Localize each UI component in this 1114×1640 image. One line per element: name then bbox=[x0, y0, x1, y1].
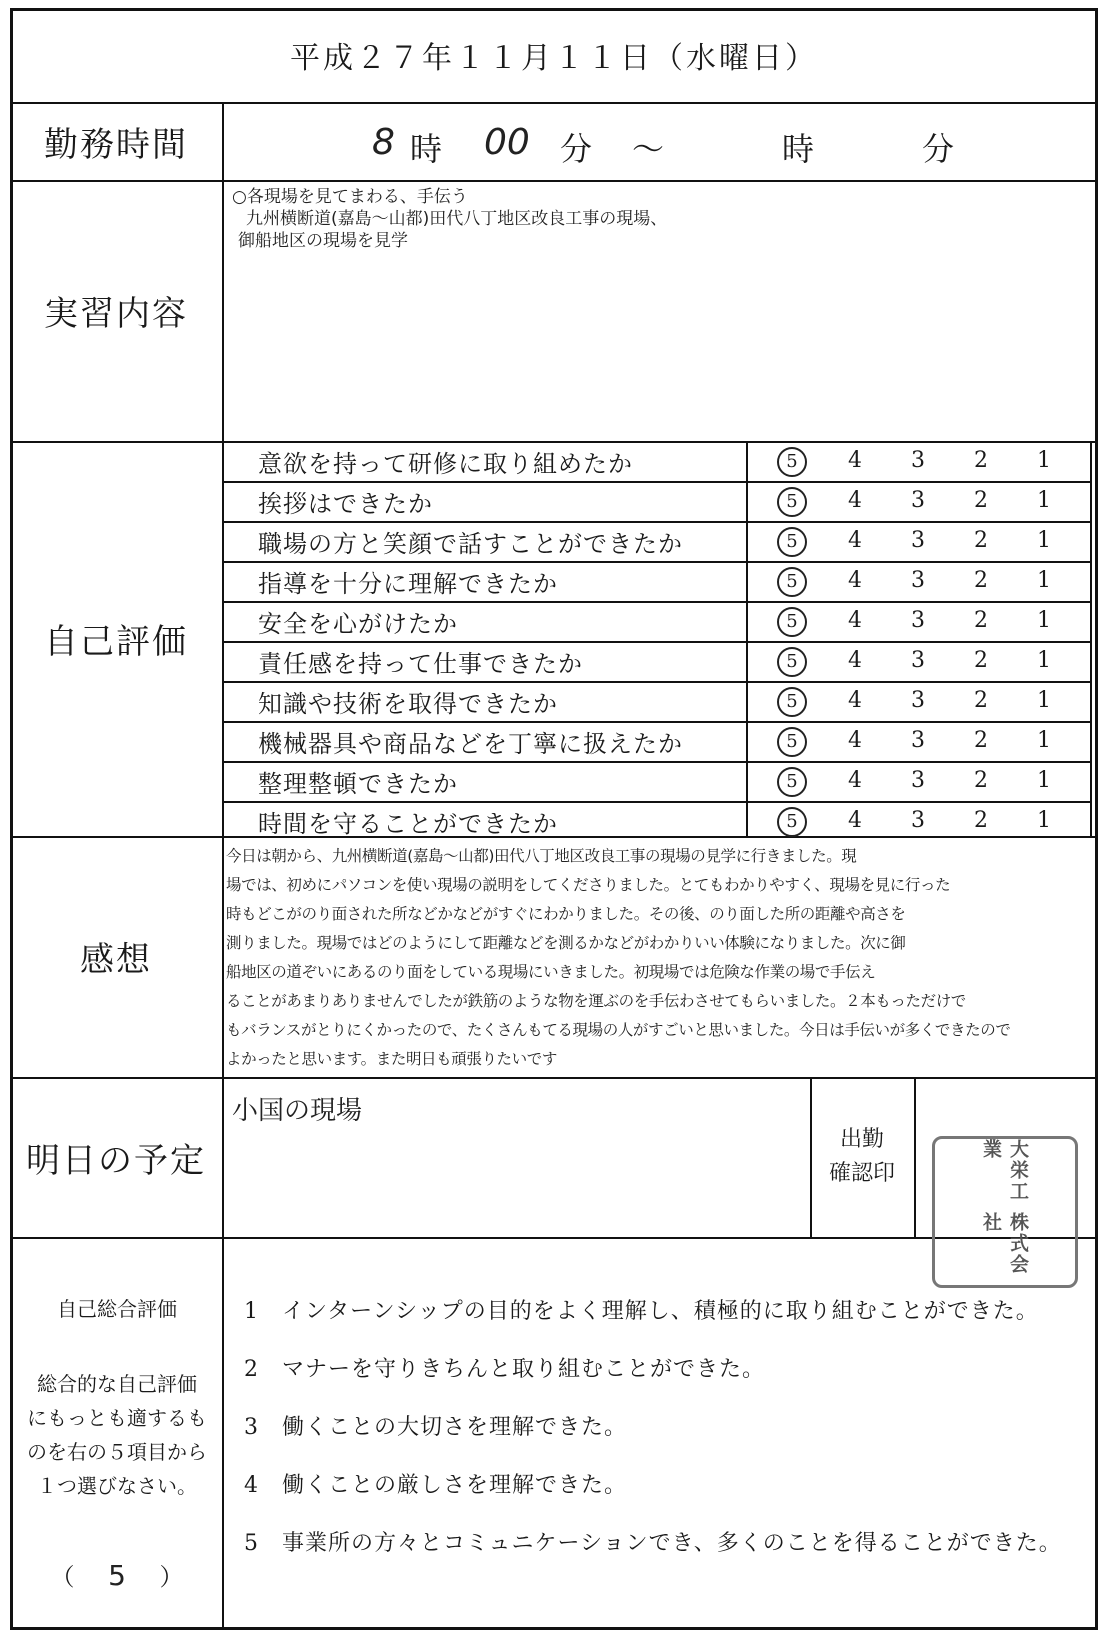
score-option-selected[interactable] bbox=[772, 527, 812, 557]
score-option[interactable]: 4 bbox=[848, 688, 862, 713]
score-option[interactable]: 1 bbox=[1037, 488, 1051, 513]
score-option-selected[interactable] bbox=[772, 807, 812, 837]
impression-line: 場では、初めにパソコンを使い現場の説明をしてくださりました。とてもわかりやすく、現場を見に行った bbox=[226, 876, 951, 894]
impression-line: 時もどこがのり面された所などかなどがすぐにわかりました。その後、のり面した所の距離や高さを bbox=[226, 905, 906, 923]
score-option[interactable]: 3 bbox=[911, 528, 925, 553]
self-eval-question: 時間を守ることができたか bbox=[258, 809, 558, 838]
end-minute-unit: 分 bbox=[922, 130, 955, 168]
training-line: 九州横断道(嘉島～山都)田代八丁地区改良工事の現場、 bbox=[246, 209, 668, 229]
self-eval-label: 自己評価 bbox=[44, 622, 188, 662]
score-option[interactable]: 3 bbox=[911, 568, 925, 593]
training-label: 実習内容 bbox=[44, 294, 188, 334]
seal-text: 大栄工業 bbox=[980, 1139, 1029, 1202]
impressions-label: 感想 bbox=[80, 940, 152, 980]
overall-answer bbox=[12, 1557, 222, 1592]
tomorrow-label: 明日の予定 bbox=[26, 1140, 206, 1181]
instruction-line: １つ選びなさい。 bbox=[37, 1474, 197, 1498]
overall-option: 3 働くことの大切さを理解できた。 bbox=[244, 1415, 627, 1440]
start-hour: 8 bbox=[372, 122, 395, 163]
self-eval-question: 挨拶はできたか bbox=[258, 489, 433, 518]
attendance-label-line1: 出勤 bbox=[839, 1127, 884, 1152]
score-option[interactable]: 4 bbox=[848, 568, 862, 593]
company-seal bbox=[932, 1136, 1078, 1288]
overall-instructions bbox=[12, 1367, 222, 1503]
score-option[interactable]: 2 bbox=[974, 608, 988, 633]
score-option[interactable]: 3 bbox=[911, 768, 925, 793]
score-option[interactable]: 2 bbox=[974, 488, 988, 513]
score-option[interactable]: 4 bbox=[848, 648, 862, 673]
score-option[interactable]: 3 bbox=[911, 488, 925, 513]
score-option[interactable]: 2 bbox=[974, 768, 988, 793]
score-option[interactable]: 1 bbox=[1037, 528, 1051, 553]
score-option[interactable]: 2 bbox=[974, 728, 988, 753]
divider bbox=[746, 441, 748, 836]
time-separator: ～ bbox=[632, 130, 665, 168]
report-date: 平成２７年１１月１１日（水曜日） bbox=[290, 41, 818, 76]
tomorrow-plan: 小国の現場 bbox=[232, 1096, 363, 1126]
impression-line: 今日は朝から、九州横断道(嘉島～山都)田代八丁地区改良工事の現場の見学に行きました。現 bbox=[226, 847, 857, 865]
self-eval-question: 責任感を持って仕事できたか bbox=[258, 649, 583, 678]
self-eval-question: 指導を十分に理解できたか bbox=[258, 569, 558, 598]
score-circle: 5 bbox=[777, 647, 807, 677]
training-content bbox=[232, 186, 1082, 252]
instruction-line: にもっとも適するも bbox=[27, 1406, 207, 1430]
score-circle: 5 bbox=[777, 527, 807, 557]
attendance-label bbox=[810, 1077, 914, 1237]
score-circle: 5 bbox=[777, 567, 807, 597]
score-option[interactable]: 3 bbox=[911, 688, 925, 713]
answer-paren-close: ） bbox=[159, 1563, 184, 1591]
work-hours-row bbox=[222, 102, 1098, 180]
attendance-label-line2: 確認印 bbox=[828, 1161, 895, 1186]
answer-paren-open: （ bbox=[50, 1563, 75, 1591]
self-eval-question: 職場の方と笑顔で話すことができたか bbox=[258, 529, 683, 558]
divider bbox=[222, 102, 224, 1628]
overall-option: 5 事業所の方々とコミュニケーションでき、多くのことを得ることができた。 bbox=[244, 1531, 1062, 1556]
score-option[interactable]: 1 bbox=[1037, 768, 1051, 793]
score-option[interactable]: 4 bbox=[848, 808, 862, 833]
score-circle: 5 bbox=[777, 487, 807, 517]
impressions-content bbox=[226, 842, 1088, 1074]
divider bbox=[1090, 441, 1092, 836]
impression-line: よかったと思います。また明日も頑張りたいです bbox=[226, 1050, 557, 1068]
impression-line: もバランスがとりにくかったので、たくさんもてる現場の人がすごいと思いました。今日は手伝いが多くできたので bbox=[226, 1021, 1011, 1039]
score-option[interactable]: 1 bbox=[1037, 608, 1051, 633]
overall-answer-value: 5 bbox=[108, 1559, 126, 1592]
overall-label-block bbox=[12, 1237, 222, 1627]
impression-line: 船地区の道ぞいにあるのり面をしている現場にいきました。初現場では危険な作業の場で手伝え bbox=[226, 963, 876, 981]
score-option[interactable]: 1 bbox=[1037, 648, 1051, 673]
self-eval-question: 安全を心がけたか bbox=[258, 609, 458, 638]
score-option-selected[interactable] bbox=[772, 567, 812, 597]
training-line: ○各現場を見てまわる、手伝う bbox=[232, 187, 468, 207]
instruction-line: のを右の５項目から bbox=[27, 1440, 207, 1464]
self-eval-question: 意欲を持って研修に取り組めたか bbox=[258, 449, 633, 478]
self-eval-question: 整理整頓できたか bbox=[258, 769, 458, 798]
score-option[interactable]: 1 bbox=[1037, 728, 1051, 753]
overall-option: 1 インターンシップの目的をよく理解し、積極的に取り組むことができた。 bbox=[244, 1299, 1039, 1324]
score-option[interactable]: 4 bbox=[848, 448, 862, 473]
score-option[interactable]: 2 bbox=[974, 528, 988, 553]
score-option[interactable]: 2 bbox=[974, 808, 988, 833]
minute-unit: 分 bbox=[560, 130, 593, 168]
training-line: 御船地区の現場を見学 bbox=[238, 231, 408, 251]
score-option[interactable]: 3 bbox=[911, 728, 925, 753]
work-hours-label: 勤務時間 bbox=[44, 124, 188, 165]
score-circle: 5 bbox=[777, 687, 807, 717]
score-option[interactable]: 1 bbox=[1037, 448, 1051, 473]
impression-line: 測りました。現場ではどのようにして距離などを測るかなどがわかりいい体験になりました。次に御 bbox=[226, 934, 906, 952]
score-option[interactable]: 4 bbox=[848, 728, 862, 753]
score-option-selected[interactable] bbox=[772, 647, 812, 677]
score-option-selected[interactable] bbox=[772, 727, 812, 757]
score-option[interactable]: 1 bbox=[1037, 688, 1051, 713]
score-option-selected[interactable] bbox=[772, 447, 812, 477]
self-eval-question: 知識や技術を取得できたか bbox=[258, 689, 558, 718]
score-option[interactable]: 2 bbox=[974, 648, 988, 673]
score-option[interactable]: 2 bbox=[974, 448, 988, 473]
self-eval-question: 機械器具や商品などを丁寧に扱えたか bbox=[258, 729, 683, 758]
overall-label: 自己総合評価 bbox=[57, 1297, 177, 1321]
score-circle: 5 bbox=[777, 767, 807, 797]
score-option[interactable]: 1 bbox=[1037, 808, 1051, 833]
hour-unit: 時 bbox=[410, 130, 443, 168]
divider bbox=[914, 1077, 916, 1237]
score-circle: 5 bbox=[777, 447, 807, 477]
score-option[interactable]: 3 bbox=[911, 648, 925, 673]
score-option[interactable]: 1 bbox=[1037, 568, 1051, 593]
overall-option: 2 マナーを守りきちんと取り組むことができた。 bbox=[244, 1357, 765, 1382]
score-option[interactable]: 2 bbox=[974, 568, 988, 593]
score-option[interactable]: 4 bbox=[848, 528, 862, 553]
end-hour-unit: 時 bbox=[782, 130, 815, 168]
overall-option: 4 働くことの厳しさを理解できた。 bbox=[244, 1473, 627, 1498]
score-circle: 5 bbox=[777, 807, 807, 837]
score-option[interactable]: 2 bbox=[974, 688, 988, 713]
score-option-selected[interactable] bbox=[772, 607, 812, 637]
instruction-line: 総合的な自己評価 bbox=[37, 1372, 197, 1396]
score-option[interactable]: 4 bbox=[848, 488, 862, 513]
seal-text: 株式会社 bbox=[980, 1212, 1029, 1275]
score-option-selected[interactable] bbox=[772, 487, 812, 517]
score-option[interactable]: 3 bbox=[911, 808, 925, 833]
score-circle: 5 bbox=[777, 727, 807, 757]
score-option[interactable]: 4 bbox=[848, 608, 862, 633]
score-option[interactable]: 4 bbox=[848, 768, 862, 793]
score-circle: 5 bbox=[777, 607, 807, 637]
score-option-selected[interactable] bbox=[772, 687, 812, 717]
impression-line: ることがあまりありませんでしたが鉄筋のような物を運ぶのを手伝わさせてもらいました。２本もっただけで bbox=[226, 992, 966, 1010]
start-minute: 00 bbox=[484, 122, 530, 163]
score-option-selected[interactable] bbox=[772, 767, 812, 797]
score-option[interactable]: 3 bbox=[911, 608, 925, 633]
score-option[interactable]: 3 bbox=[911, 448, 925, 473]
